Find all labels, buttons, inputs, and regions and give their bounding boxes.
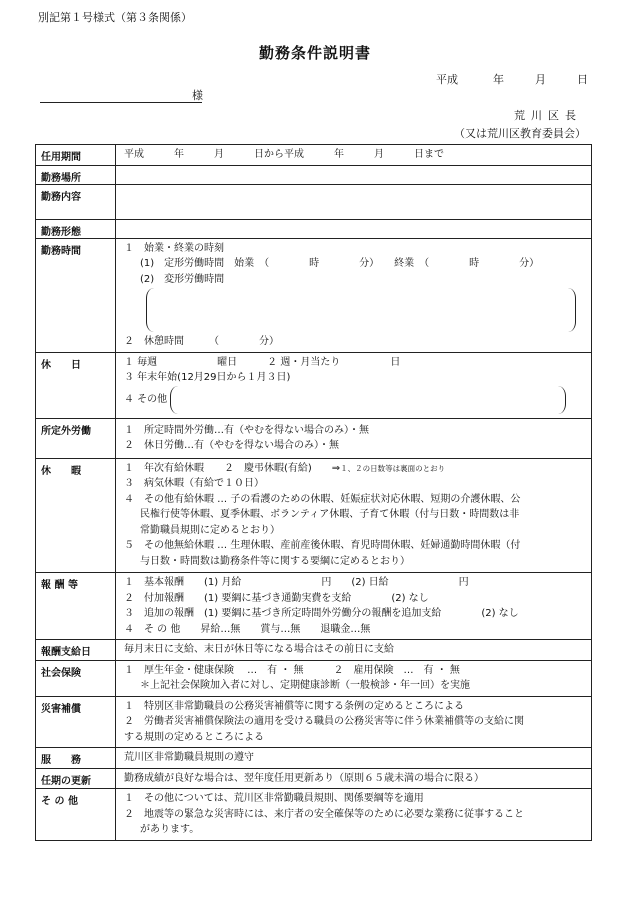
value-leave: １ 年次有給休暇 ２ 慶弔休暇(有給) ⇒１、２の日数等は裏面のとおり ３ 病気休暇（有給で１０日） ４ その他有給休暇 … 子の看護のための休暇、妊娠症状対応休暇、短期の介護休暇、公 民権行使等休暇、夏季休暇、ボランティア休暇、子育て休暇（付与日数・時間数は非 常勤職員規則に定めるとおり） ５ その他無給休暇 … 生理休暇、産前産後休暇、育児時間休暇、妊婦通勤時間休暇（付 与日数・時間数は勤務条件等に関する要綱に定めるとおり）: [116, 458, 592, 573]
label-content: 勤務内容: [36, 184, 116, 219]
row-insurance: [36, 660, 592, 696]
row-disaster: [36, 696, 592, 748]
issuer-alt: （又は荒川区教育委員会）: [454, 127, 586, 140]
value-overtime: １ 所定時間外労働…有（やむを得ない場合のみ）・無 ２ 休日労働…有（やむを得ない場合のみ）・無: [116, 418, 592, 458]
date-month: 月: [535, 73, 546, 86]
label-disaster: 災害補償: [36, 696, 116, 748]
row-service: [36, 748, 592, 769]
label-hours: 勤務時間: [36, 238, 116, 352]
value-insurance: １ 厚生年金・健康保険 … 有 ・ 無 ２ 雇用保険 … 有 ・ 無 ＊上記社会保険加入者に対し、定期健康診断（一般検診・年一回）を実施: [116, 660, 592, 696]
value-pay: １ 基本報酬 (1) 月給 円 (2) 日給 円 ２ 付加報酬 (1) 要綱に基づき通勤実費を支給 (2) なし ３ 追加の報酬 (1) 要綱に基づき所定時間外労働分の報酬を追加支給 (2) なし ４ そ の 他 昇給…無 賞与…無 退職金…無: [116, 573, 592, 640]
value-renewal: 勤務成績が良好な場合は、翌年度任用更新あり（原則６５歳未満の場合に限る）: [116, 768, 592, 789]
value-disaster: １ 特別区非常勤職員の公務災害補償等に関する条例の定めるところによる ２ 労働者災害補償保険法の適用を受ける職員の公務災害等に伴う休業補償等の支給に関 する規則の定めるところによる: [116, 696, 592, 748]
value-holiday: １ 毎週 曜日 ２ 週・月当たり 日 ３ 年末年始(12月29日から１月３日) ４ その他: [116, 352, 592, 418]
issue-date: [436, 74, 588, 85]
row-content: [36, 184, 592, 219]
date-day: 日: [577, 73, 588, 86]
document-title: 勤務条件説明書: [258, 44, 371, 62]
value-payday: 毎月末日に支給、末日が休日等になる場合はその前日に支給: [116, 640, 592, 661]
row-hours: [36, 238, 592, 352]
form-label: 別記第１号様式（第３条関係）: [38, 11, 192, 24]
label-overtime: 所定外労働: [36, 418, 116, 458]
row-other: [36, 789, 592, 841]
value-other: １ その他については、荒川区非常勤職員規則、関係要綱等を適用 ２ 地震等の緊急な災害時には、来庁者の安全確保等のために必要な業務に従事すること があります。: [116, 789, 592, 841]
label-leave: 休 暇: [36, 458, 116, 573]
label-place: 勤務場所: [36, 165, 116, 184]
addressee-line: [40, 102, 202, 103]
value-hours: １ 始業・終業の時刻 (1) 定形労働時間 始業 （ 時 分） 終業 （ 時 分） (2) 変形労働時間 ２ 休憩時間 （ 分）: [116, 238, 592, 352]
label-renewal: 任期の更新: [36, 768, 116, 789]
row-leave: [36, 458, 592, 573]
addressee-suffix: 様: [192, 89, 203, 102]
leave-note: １、２の日数等は裏面のとおり: [340, 463, 446, 473]
value-content: [116, 184, 592, 219]
label-pay: 報 酬 等: [36, 573, 116, 640]
value-form: [116, 219, 592, 238]
label-service: 服 務: [36, 748, 116, 769]
row-overtime: [36, 418, 592, 458]
label-insurance: 社会保険: [36, 660, 116, 696]
date-era: 平成: [436, 73, 458, 86]
value-place: [116, 165, 592, 184]
issuer: 荒川区長: [514, 109, 582, 122]
label-other: そ の 他: [36, 789, 116, 841]
label-form: 勤務形態: [36, 219, 116, 238]
label-period: 任用期間: [36, 145, 116, 166]
value-service: 荒川区非常勤職員規則の遵守: [116, 748, 592, 769]
row-renewal: [36, 768, 592, 789]
label-holiday: 休 日: [36, 352, 116, 418]
date-year: 年: [493, 73, 504, 86]
holiday-other-bracket: [170, 386, 566, 414]
row-pay: [36, 573, 592, 640]
row-period: [36, 145, 592, 166]
value-period: 平成 年 月 日から平成 年 月 日まで: [116, 145, 592, 166]
row-payday: [36, 640, 592, 661]
row-place: [36, 165, 592, 184]
row-holiday: [36, 352, 592, 418]
row-form: [36, 219, 592, 238]
variable-hours-bracket: [146, 288, 576, 332]
holiday-other-label: ４ その他: [124, 393, 168, 405]
conditions-table: [35, 144, 592, 841]
label-payday: 報酬支給日: [36, 640, 116, 661]
